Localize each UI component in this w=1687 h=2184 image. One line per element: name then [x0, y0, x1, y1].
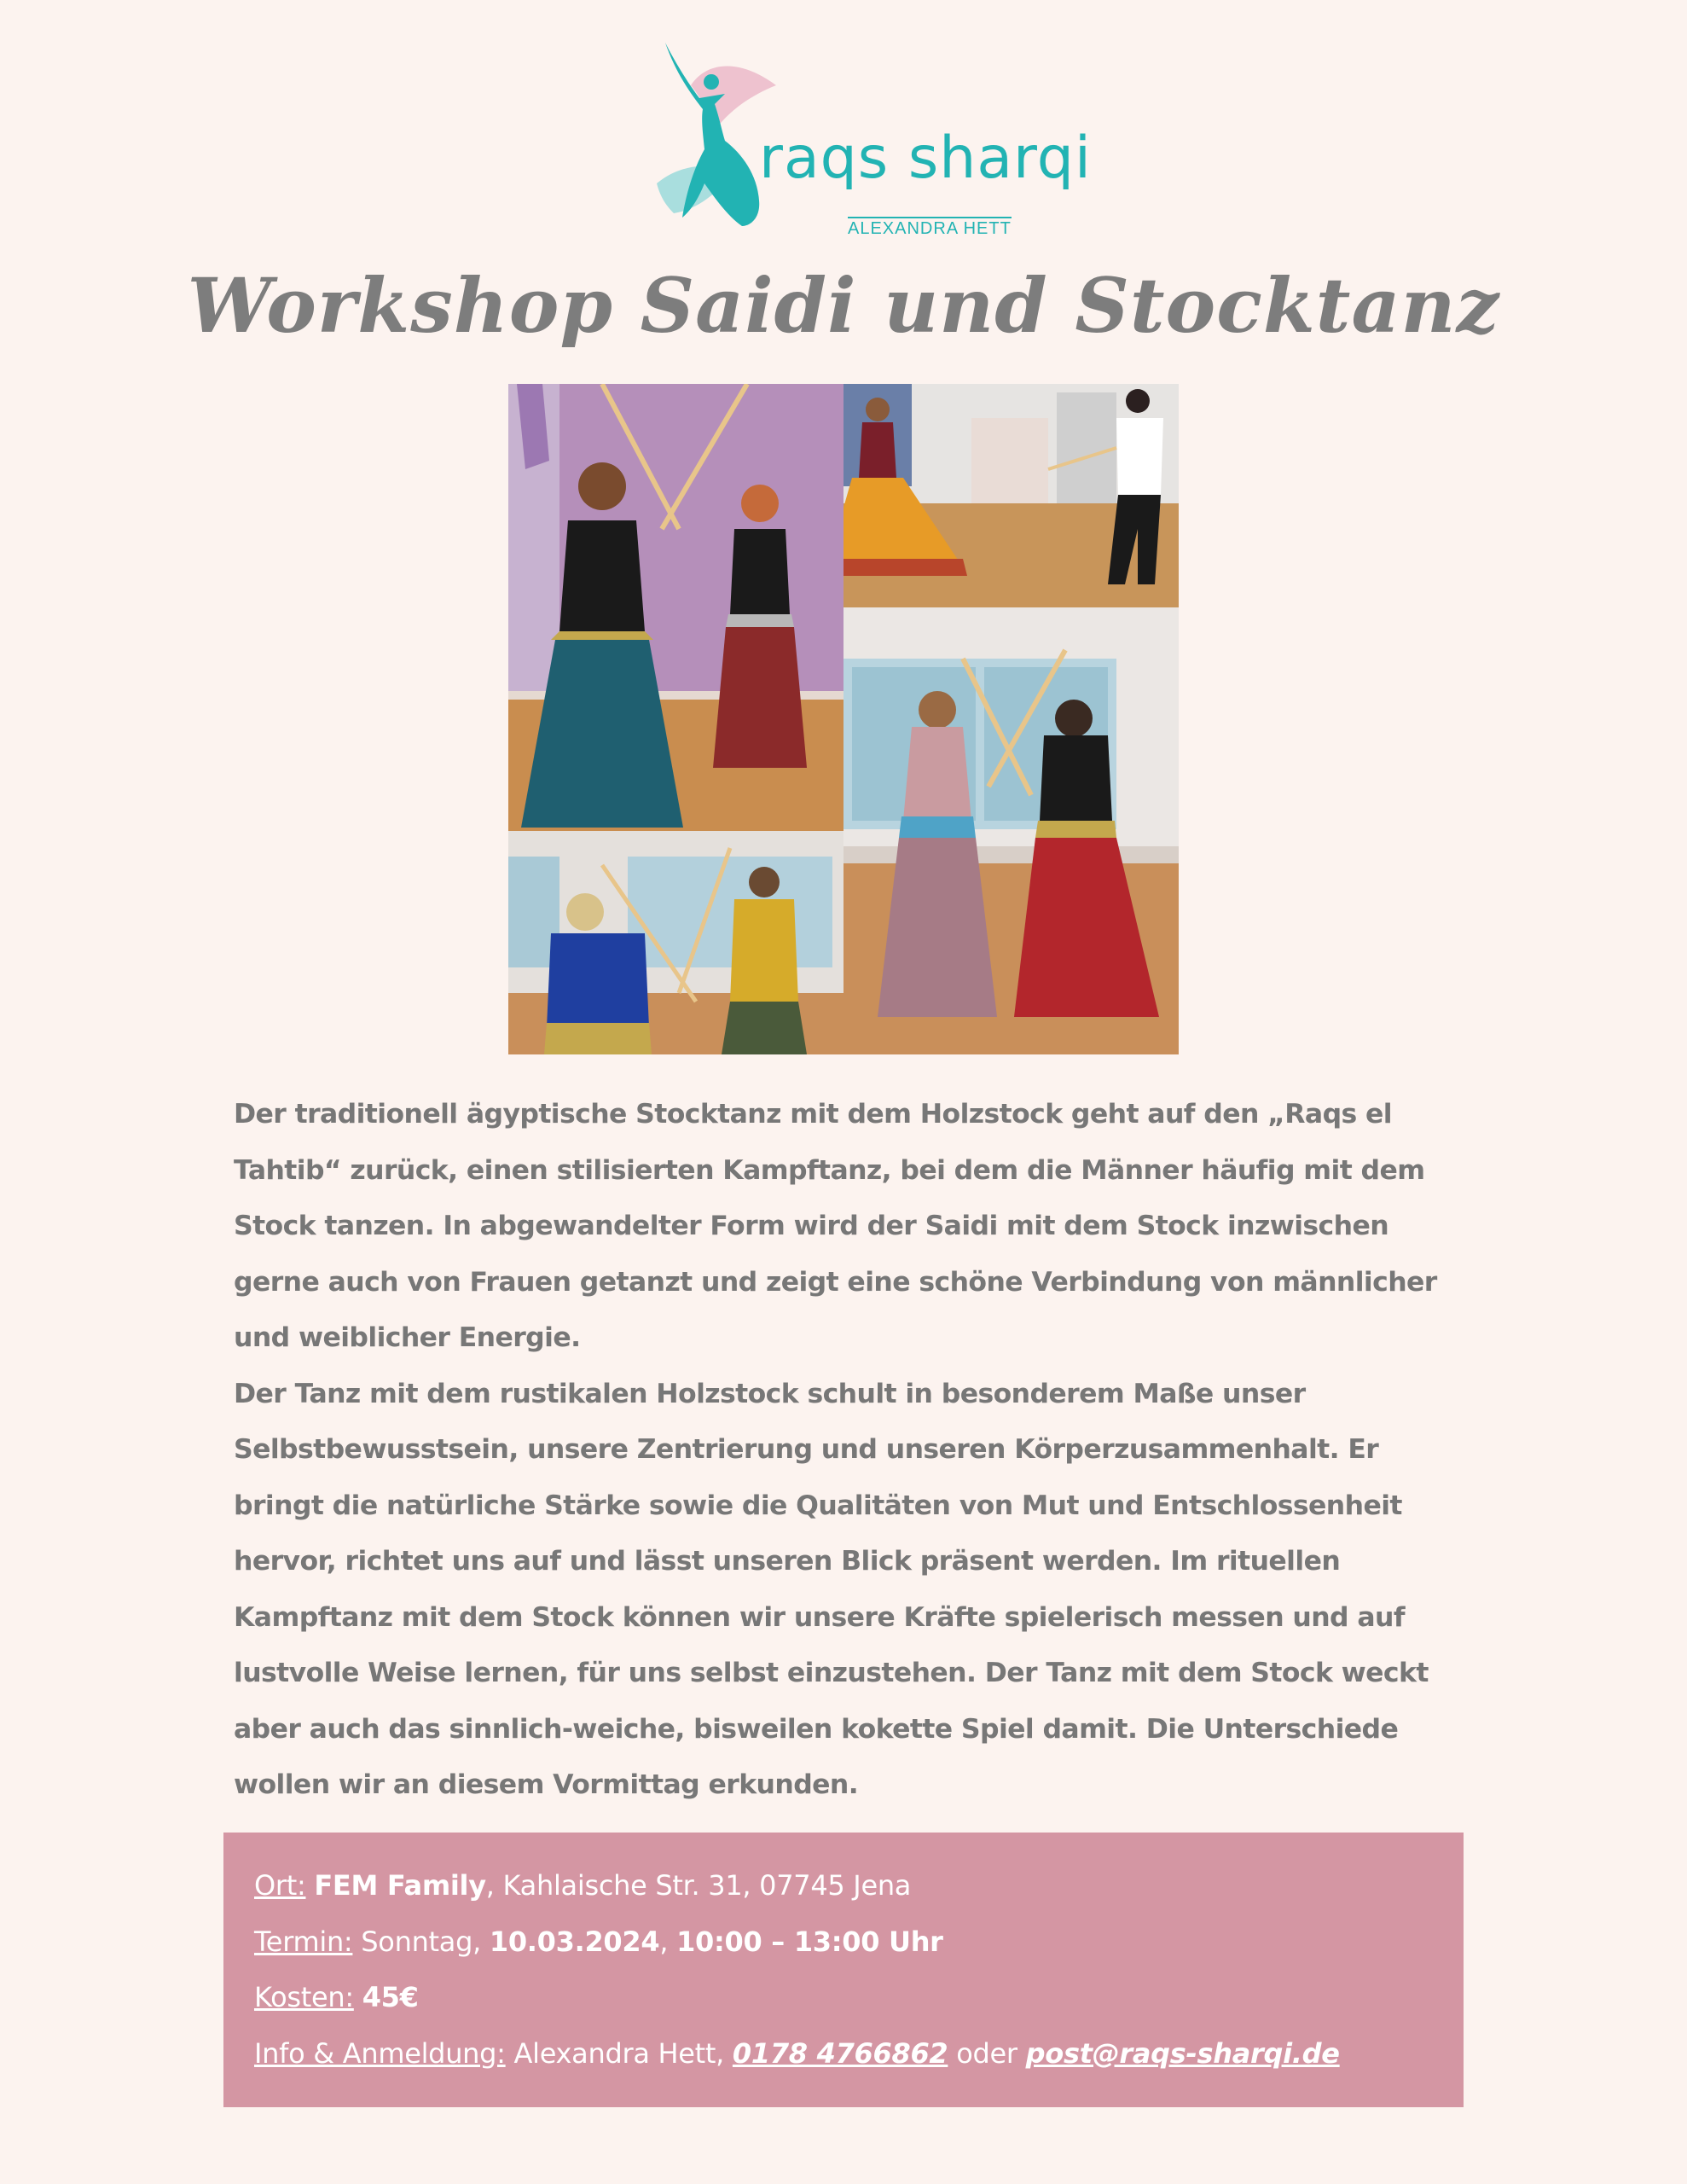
date-weekday: Sonntag, — [352, 1925, 490, 1958]
description-paragraph-1: Der traditionell ägyptische Stocktanz mit dem Holzstock geht auf den „Raqs el Tahtib“ zurück, einen stilisierten Kampftanz, bei dem die Männer häufig mit dem Stock tanzen. In abgewandelter Form wird der Saidi mit dem Stock inzwischen gerne auch von Frauen getanzt und zeigt eine schöne Verbindung von männlicher und weiblicher Energie. — [234, 1099, 1437, 1353]
photo-collage — [508, 384, 1179, 1054]
date-separator: , — [659, 1925, 677, 1958]
logo-subtitle: ALEXANDRA HETT — [848, 217, 1012, 237]
info-box — [223, 1833, 1464, 2107]
workshop-description — [234, 1087, 1462, 1814]
date-label: Termin: — [254, 1925, 353, 1958]
info-row-date — [254, 1914, 1433, 1971]
photo-blue-yellow-dancers — [508, 831, 844, 1054]
time-value: 10:00 – 13:00 Uhr — [676, 1925, 943, 1958]
photo-stick-dance-purple-room — [508, 384, 844, 831]
cost-value: 45€ — [362, 1981, 419, 2013]
date-value: 10.03.2024 — [489, 1925, 660, 1958]
location-label: Ort: — [254, 1869, 306, 1902]
logo-name: raqs sharqi — [759, 125, 1092, 192]
contact-or: oder — [948, 2036, 1026, 2070]
venue-address: , Kahlaische Str. 31, 07745 Jena — [485, 1869, 912, 1902]
description-paragraph-2: Der Tanz mit dem rustikalen Holzstock schult in besonderem Maße unser Selbstbewusstsein, unsere Zentrierung und unseren Körperzusammenhalt. Er bringt die natürliche Stärke sowie die Qualitäten von Mut und Entschlossenheit hervor, richtet uns auf und lässt unseren Blick präsent werden. Im rituellen Kampftanz mit dem Stock können wir unsere Kräfte spielerisch messen und auf lustvolle Weise lernen, für uns selbst einzustehen. Der Tanz mit dem Stock weckt aber auch das sinnlich-weiche, bisweilen kokette Spiel damit. Die Unterschiede wollen wir an diesem Vormittag erkunden. — [234, 1378, 1429, 1800]
venue-name: FEM Family — [314, 1869, 486, 1902]
cost-label: Kosten: — [254, 1981, 354, 2013]
phone-link[interactable]: 0178 4766862 — [732, 2036, 948, 2070]
email-link[interactable]: post@raqs-sharqi.de — [1025, 2036, 1340, 2070]
info-row-cost — [254, 1970, 1433, 2026]
page-title: Workshop Saidi und Stocktanz — [187, 261, 1500, 350]
photo-two-dancers-studio — [844, 384, 1179, 607]
contact-name: Alexandra Hett, — [505, 2036, 733, 2070]
photo-sticks-raised-window — [844, 607, 1179, 1054]
dancer-logo-icon — [648, 34, 776, 230]
info-row-location — [254, 1858, 1433, 1914]
contact-label: Info & Anmeldung: — [254, 2036, 506, 2070]
info-row-contact — [254, 2026, 1433, 2082]
logo — [648, 34, 1092, 238]
